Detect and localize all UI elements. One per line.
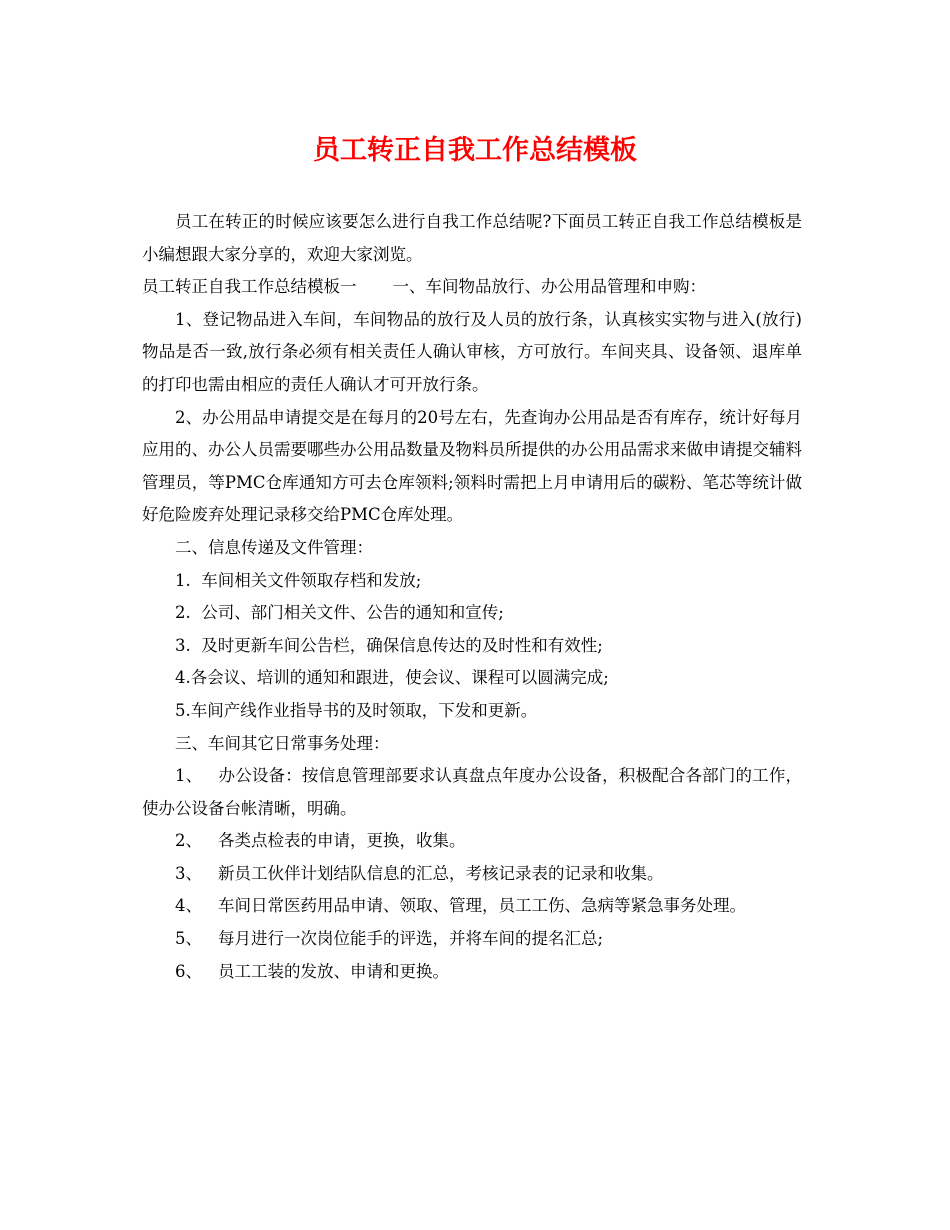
section3-item-text: 各类点检表的申请，更换，收集。 [218,831,466,851]
section1-paragraph-1: 1、登记物品进入车间，车间物品的放行及人员的放行条，认真核实实物与进入(放行)物品是否一致,放行条必须有相关责任人确认审核，方可放行。车间夹具、设备领、退库单的打印也需由相应的责任人确认才可开放行条。 [142,309,802,394]
section3-item-2 [142,825,802,858]
section3-item-text: 员工工装的发放、申请和更换。 [218,961,449,981]
template-heading: 员工转正自我工作总结模板一 [142,277,357,297]
section3-item-text: 办公设备：按信息管理部要求认真盘点年度办公设备，积极配合各部门的工作，使办公设备台帐清晰，明确。 [142,766,803,818]
document-title: 员工转正自我工作总结模板 [313,135,637,166]
section3-item-4 [142,890,802,923]
section3-heading: 三、车间其它日常事务处理： [175,733,390,753]
section3-item-number: 6、 [175,961,202,981]
section2-item-3: 3. 及时更新车间公告栏，确保信息传达的及时性和有效性; [175,635,603,655]
section3-item-number: 1、 [175,766,203,786]
section2-item-1: 1. 车间相关文件领取存档和发放; [175,570,422,590]
section3-item-1 [142,760,802,825]
section3-item-text: 每月进行一次岗位能手的评选，并将车间的提名汇总; [218,929,604,949]
section2-item-4: 4.各会议、培训的通知和跟进，使会议、课程可以圆满完成; [175,668,609,688]
section2-item-5: 5.车间产线作业指导书的及时领取，下发和更新。 [175,700,538,720]
section3-item-text: 新员工伙伴计划结队信息的汇总，考核记录表的记录和收集。 [218,863,664,883]
section3-item-5 [142,923,802,956]
document-body [142,206,802,988]
section3-item-6 [142,956,802,989]
section3-item-text: 车间日常医药用品申请、领取、管理，员工工伤、急病等紧急事务处理。 [218,896,746,916]
intro-paragraph: 员工在转正的时候应该要怎么进行自我工作总结呢?下面员工转正自我工作总结模板是小编想跟大家分享的，欢迎大家浏览。 [142,212,802,264]
template-heading-line [142,271,802,304]
section2-heading: 二、信息传递及文件管理： [175,537,373,557]
section3-item-number: 3、 [175,863,202,883]
section3-item-3 [142,858,802,891]
section1-paragraph-2: 2、办公用品申请提交是在每月的20号左右，先查询办公用品是否有库存，统计好每月应用的、办公人员需要哪些办公用品数量及物料员所提供的办公用品需求来做申请提交辅料管理员，等PMC仓库通知方可去仓库领料;领料时需把上月申请用后的碳粉、笔芯等统计做好危险废弃处理记录移交给PMC仓库处理。 [142,407,802,525]
section3-item-number: 2、 [175,831,202,851]
section3-item-number: 5、 [175,929,202,949]
section3-item-number: 4、 [175,896,202,916]
section1-heading: 一、车间物品放行、办公用品管理和申购： [392,277,706,297]
section2-item-2: 2. 公司、部门相关文件、公告的通知和宣传; [175,603,504,623]
